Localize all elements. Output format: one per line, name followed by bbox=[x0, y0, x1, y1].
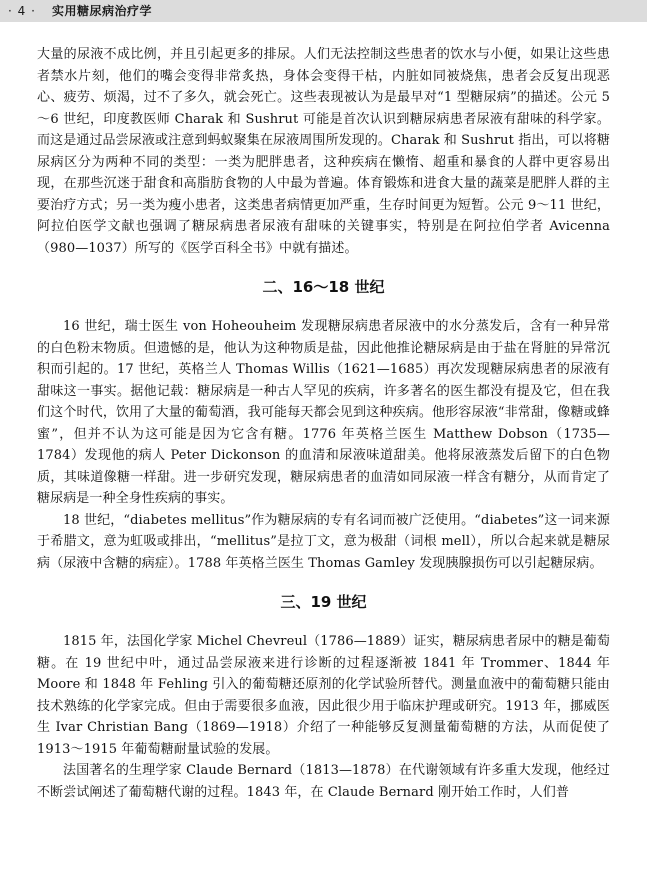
body-text bbox=[37, 44, 610, 803]
paragraph: 法国著名的生理学家 Claude Bernard（1813—1878）在代谢领域有许多重大发现，他经过不断尝试阐述了葡萄糖代谢的过程。1843 年，在 Claude Bernard 刚开始工作时，人们普 bbox=[37, 763, 610, 800]
paragraph: 16 世纪，瑞士医生 von Hoheouheim 发现糖尿病患者尿液中的水分蒸发后，含有一种异常的白色粉末物质。但遗憾的是，他认为这种物质是盐，因此他推论糖尿病是由于盐在肾脏的异常沉积而引起的。17 世纪，英格兰人 Thomas Willis（1621—1685）再次发现糖尿病患者的尿液有甜味这一事实。据他记载：糖尿病是一种古人罕见的疾病，许多著名的医生都没有提及它，但在我们这个时代，饮用了大量的葡萄酒，我可能每天都会见到这种疾病。他形容尿液“非常甜，像糖或蜂蜜”，但并不认为这可能是因为它含有糖。1776 年英格兰医生 Matthew Dobson（1735—1784）发现他的病人 Peter Dickonson 的血清和尿液味道甜美。他将尿液蒸发后留下的白色物质，其味道像糖一样甜。进一步研究发现，糖尿病患者的血清如同尿液一样含有糖分，从而肯定了糖尿病是一种全身性疾病的事实。 bbox=[37, 319, 610, 506]
paragraph: 18 世纪，“diabetes mellitus”作为糖尿病的专有名词而被广泛使用。“diabetes”这一词来源于希腊文，意为虹吸或排出，“mellitus”是拉丁文，意为极甜（词根 mell），所以合起来就是糖尿病（尿液中含糖的病症）。1788 年英格兰医生 Thomas Gamley 发现胰腺损伤可以引起糖尿病。 bbox=[37, 512, 610, 571]
page-number: · 4 · bbox=[8, 4, 36, 18]
paragraph: 1815 年，法国化学家 Michel Chevreul（1786—1889）证实，糖尿病患者尿中的糖是葡萄糖。在 19 世纪中叶，通过品尝尿液来进行诊断的过程逐渐被 1841 年 Trommer、1844 年 Moore 和 1848 年 Fehling 引入的葡萄糖还原剂的化学试验所替代。测量血液中的葡萄糖只能由技术熟练的化学家完成。但由于需要很多血液，因此很少用于临床护理或研究。1913 年，挪威医生 Ivar Christian Bang（1869—1918）介绍了一种能够反复测量葡萄糖的方法，从而促使了 1913～1915 年葡萄糖耐量试验的发展。 bbox=[37, 634, 610, 757]
book-title: 实用糖尿病治疗学 bbox=[52, 4, 153, 18]
section-heading-19-century: 三、19 世纪 bbox=[280, 593, 367, 611]
paragraph-continued: 大量的尿液不成比例，并且引起更多的排尿。人们无法控制这些患者的饮水与小便，如果让这些患者禁水片刻，他们的嘴会变得非常炙热，身体会变得干枯，内脏如同被烧焦，患者会反复出现恶心、疲劳、烦渴，过不了多久，就会死亡。这些表现被认为是最早对“1 型糖尿病”的描述。公元 5～6 世纪，印度教医师 Charak 和 Sushrut 可能是首次认识到糖尿病患者尿液有甜味的科学家。而这是通过品尝尿液或注意到蚂蚁聚集在尿液周围所发现的。Charak 和 Sushrut 指出，可以将糖尿病区分为两种不同的类型：一类为肥胖患者，这种疾病在懒惰、超重和暴食的人群中更容易出现，在那些沉迷于甜食和高脂肪食物的人中最为普遍。体育锻炼和进食大量的蔬菜是肥胖人群的主要治疗方式；另一类为瘦小患者，这类患者病情更加严重，生存时间更为短暂。公元 9～11 世纪，阿拉伯医学文献也强调了糖尿病患者尿液有甜味的关键事实，特别是在阿拉伯学者 Avicenna（980—1037）所写的《医学百科全书》中就有描述。 bbox=[37, 47, 610, 256]
section-heading-16-18-century: 二、16～18 世纪 bbox=[262, 278, 385, 296]
running-header bbox=[0, 0, 647, 22]
